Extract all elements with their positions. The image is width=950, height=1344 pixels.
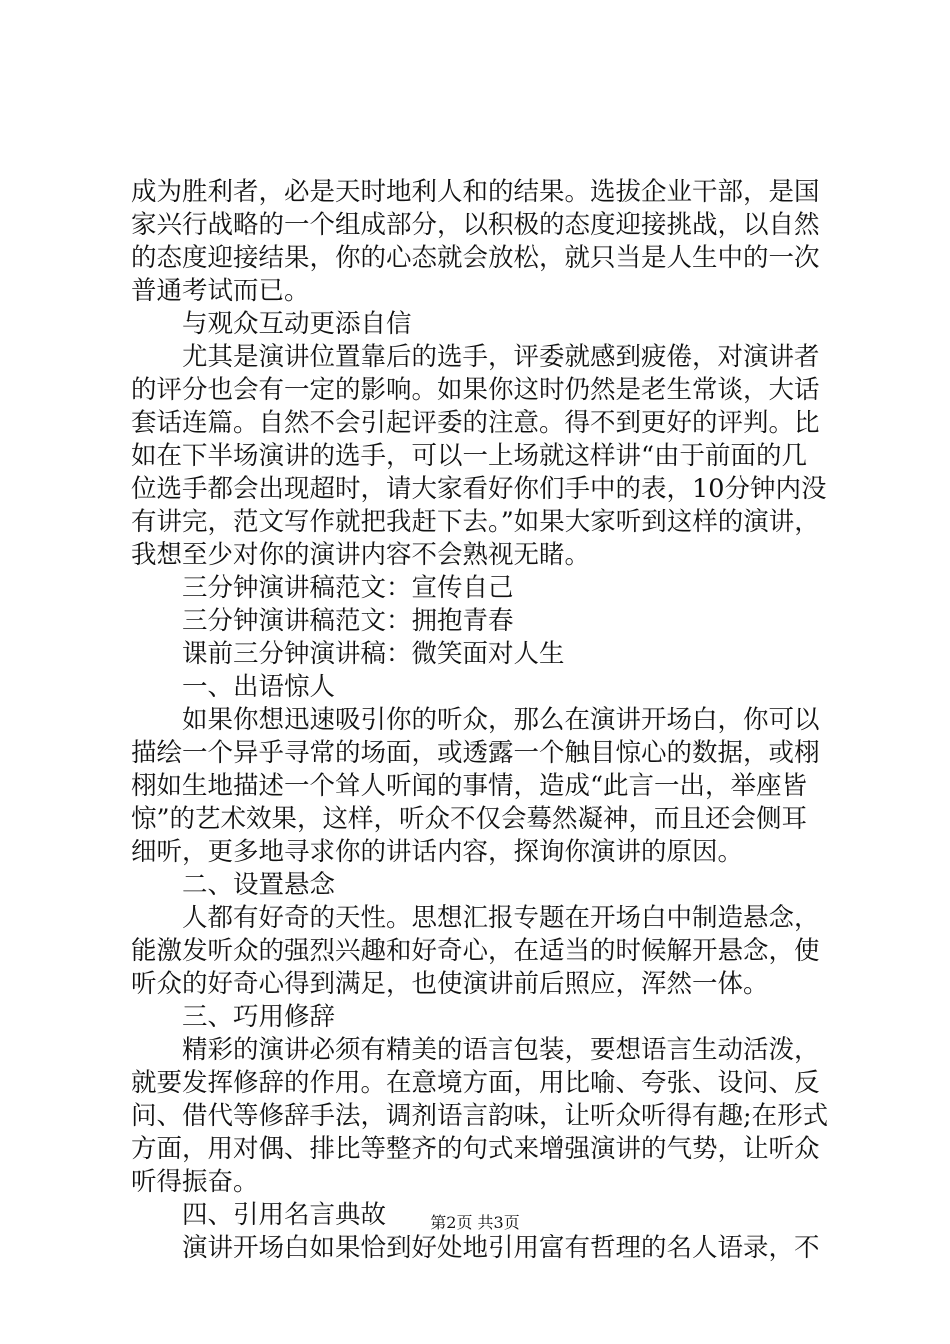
text-line: 与观众互动更添自信 [182, 309, 412, 339]
text-line: 精彩的演讲必须有精美的语言包装，要想语言生动活泼， [182, 1035, 820, 1065]
text-line: 如在下半场演讲的选手，可以一上场就这样讲“由于前面的几 [131, 441, 808, 471]
document-body [131, 176, 843, 1265]
text-line: 成为胜利者，必是天时地利人和的结果。选拔企业干部，是国 [131, 177, 820, 207]
text-line: 惊”的艺术效果，这样，听众不仅会蓦然凝神，而且还会侧耳 [131, 804, 808, 834]
text-line: 四、引用名言典故 [182, 1200, 387, 1230]
text-line: 人都有好奇的天性。思想汇报专题在开场白中制造悬念， [182, 903, 820, 933]
text-line: 栩如生地描述一个耸人听闻的事情，造成“此言一出，举座皆 [131, 771, 808, 801]
text-line: 的态度迎接结果，你的心态就会放松，就只当是人生中的一次 [131, 243, 820, 273]
text-line: 演讲开场白如果恰到好处地引用富有哲理的名人语录，不 [182, 1233, 820, 1263]
text-line: 问、借代等修辞手法，调剂语言韵味，让听众听得有趣;在形式 [131, 1101, 829, 1131]
text-line: 如果你想迅速吸引你的听众，那么在演讲开场白，你可以 [182, 705, 820, 735]
text-line: 我想至少对你的演讲内容不会熟视无睹。 [131, 540, 591, 570]
text-line: 听众的好奇心得到满足，也使演讲前后照应，浑然一体。 [131, 969, 769, 999]
text-line: 的评分也会有一定的影响。如果你这时仍然是老生常谈，大话 [131, 375, 820, 405]
text-line: 有讲完，范文写作就把我赶下去。”如果大家听到这样的演讲， [131, 507, 820, 537]
text-line: 位选手都会出现超时，请大家看好你们手中的表，10分钟内没 [131, 474, 827, 504]
text-line: 听得振奋。 [131, 1167, 259, 1197]
text-line: 三、巧用修辞 [182, 1002, 336, 1032]
text-line: 普通考试而已。 [131, 276, 310, 306]
text-line: 尤其是演讲位置靠后的选手，评委就感到疲倦，对演讲者 [182, 342, 820, 372]
text-line: 方面，用对偶、排比等整齐的句式来增强演讲的气势，让听众 [131, 1134, 820, 1164]
text-line: 一、出语惊人 [182, 672, 336, 702]
text-line: 能激发听众的强烈兴趣和好奇心，在适当的时候解开悬念，使 [131, 936, 820, 966]
page-footer: 第2页 共3页 [430, 1213, 520, 1232]
text-line: 课前三分钟演讲稿：微笑面对人生 [182, 639, 565, 669]
text-line: 家兴行战略的一个组成部分，以积极的态度迎接挑战，以自然 [131, 210, 820, 240]
text-line: 细听，更多地寻求你的讲话内容，探询你演讲的原因。 [131, 837, 744, 867]
text-line: 三分钟演讲稿范文：宣传自己 [182, 573, 514, 603]
text-line: 三分钟演讲稿范文：拥抱青春 [182, 606, 514, 636]
text-line: 描绘一个异乎寻常的场面，或透露一个触目惊心的数据，或栩 [131, 738, 820, 768]
text-line: 二、设置悬念 [182, 870, 336, 900]
text-line: 套话连篇。自然不会引起评委的注意。得不到更好的评判。比 [131, 408, 820, 438]
text-line: 就要发挥修辞的作用。在意境方面，用比喻、夸张、设问、反 [131, 1068, 820, 1098]
